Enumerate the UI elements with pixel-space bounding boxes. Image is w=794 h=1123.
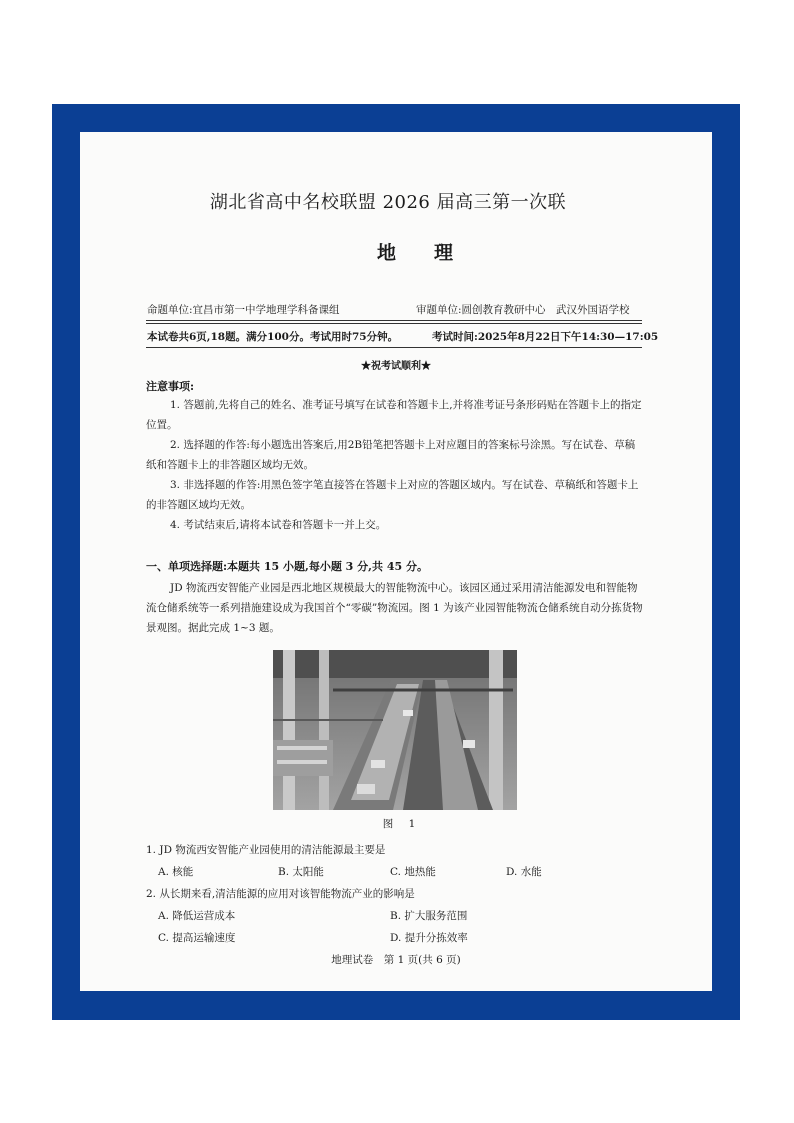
answer-option: C. 地热能 [390, 866, 436, 878]
answer-option: D. 提升分拣效率 [390, 932, 468, 944]
subject-title: 地理 [376, 242, 491, 264]
notice-heading: 注意事项: [146, 380, 195, 393]
answer-option: A. 降低运营成本 [158, 910, 236, 922]
question-stem: 2. 从长期来看,清洁能源的应用对该智能物流产业的影响是 [146, 888, 415, 900]
figure-caption: 图 1 [382, 818, 422, 830]
reviewer-unit: 审题单位:圆创教育教研中心 武汉外国语学校 [416, 304, 630, 316]
notice-item: 1. 答题前,先将自己的姓名、准考证号填写在试卷和答题卡上,并将准考证号条形码贴在答题卡上的指定位置。 [146, 399, 642, 431]
page-footer: 地理试卷 第 1 页(共 6 页) [331, 954, 461, 966]
question-context: JD 物流西安智能产业园是西北地区规模最大的智能物流中心。该园区通过采用清洁能源发电和智能物流仓储系统等一系列措施建设成为我国首个“零碳”物流园。图 1 为该产业园智能物流仓储系统自动分拣货物景观图。据此完成 1~3 题。 [146, 582, 643, 634]
divider-bottom [146, 347, 642, 348]
divider-top [146, 320, 642, 321]
answer-option: C. 提高运输速度 [158, 932, 236, 944]
answer-option: B. 太阳能 [278, 866, 324, 878]
question-stem: 1. JD 物流西安智能产业园使用的清洁能源最主要是 [146, 844, 386, 856]
notice-item: 3. 非选择题的作答:用黑色签字笔直接答在答题卡上对应的答题区域内。写在试卷、草稿纸和答题卡上的非答题区域均无效。 [146, 479, 639, 511]
good-luck-banner: ★祝考试顺利★ [361, 361, 431, 372]
answer-option: D. 水能 [506, 866, 542, 878]
notice-item: 4. 考试结束后,请将本试卷和答题卡一并上交。 [170, 519, 387, 531]
exam-title: 湖北省高中名校联盟 2026 届高三第一次联 [209, 192, 567, 213]
exam-time: 考试时间:2025年8月22日下午14:30—17:05 [432, 331, 659, 343]
warehouse-sorting-photo [273, 650, 517, 810]
exam-info: 本试卷共6页,18题。满分100分。考试用时75分钟。 [147, 331, 399, 343]
answer-option: A. 核能 [158, 866, 194, 878]
answer-option: B. 扩大服务范围 [390, 910, 468, 922]
section-heading: 一、单项选择题:本题共 15 小题,每小题 3 分,共 45 分。 [146, 560, 428, 573]
notice-item: 2. 选择题的作答:每小题选出答案后,用2B铅笔把答题卡上对应题目的答案标号涂黑。写在试卷、草稿纸和答题卡上的非答题区域均无效。 [146, 439, 636, 471]
setter-unit: 命题单位:宜昌市第一中学地理学科备课组 [147, 304, 340, 316]
divider-top-double [146, 323, 642, 324]
exam-page [80, 132, 712, 991]
